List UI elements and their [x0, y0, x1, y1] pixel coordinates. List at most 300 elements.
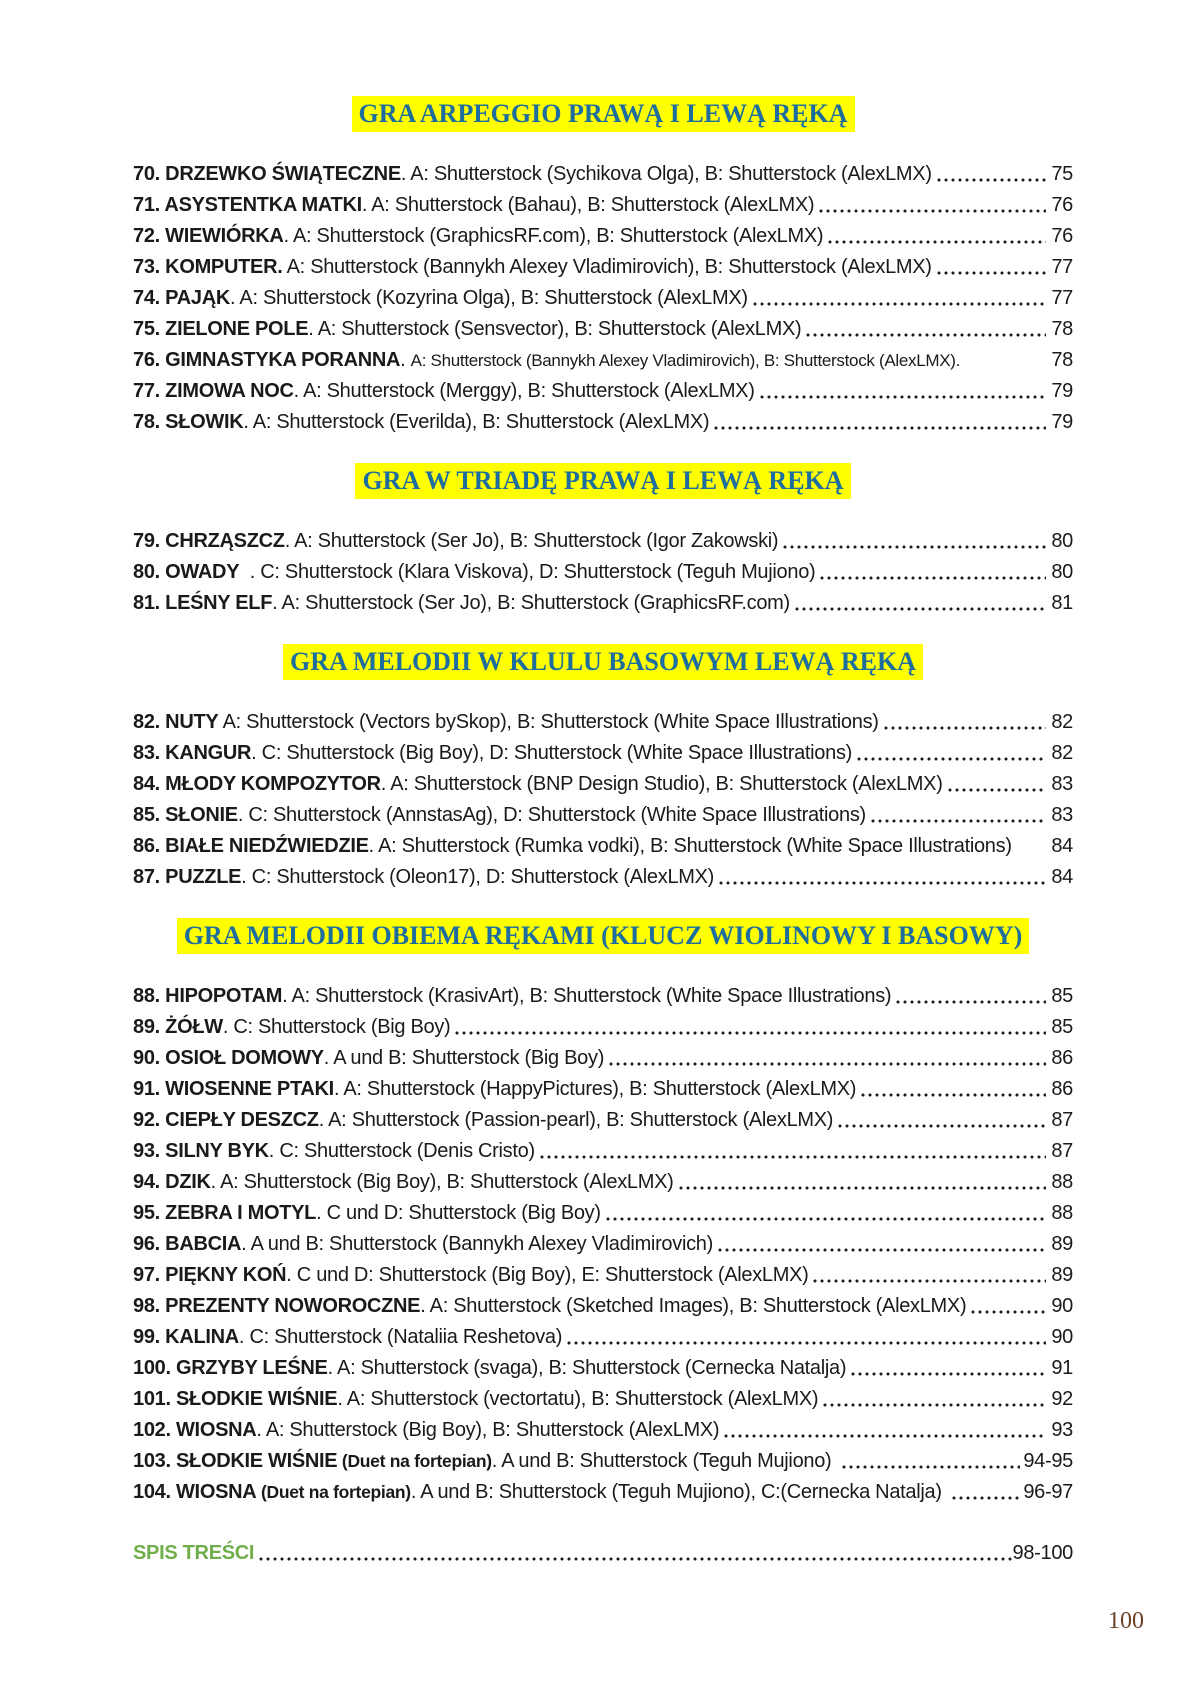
- entry-credits: A: Shutterstock (HappyPictures), B: Shutterstock (AlexLMX): [343, 1078, 857, 1100]
- entry-page-number: 82: [1051, 742, 1073, 764]
- entry-separator: .: [491, 1450, 502, 1472]
- section-title-highlight: GRA W TRIADĘ PRAWĄ I LEWĄ RĘKĄ: [355, 463, 850, 499]
- entry-text: [133, 1291, 966, 1322]
- entry-number: 73.: [133, 256, 166, 278]
- section-entries: [133, 526, 1073, 619]
- index-entry: [133, 1415, 1073, 1446]
- index-entry: [133, 314, 1073, 345]
- sections-container: [133, 96, 1073, 1508]
- index-entry: [133, 1477, 1073, 1508]
- entry-number: 74.: [133, 287, 166, 309]
- entry-separator: .: [239, 561, 261, 583]
- entry-page-number: 91: [1051, 1357, 1073, 1379]
- index-entry: [133, 1446, 1073, 1477]
- entry-text: [133, 1477, 947, 1508]
- index-entry: [133, 190, 1073, 221]
- index-entry: [133, 981, 1073, 1012]
- dot-leader: [759, 376, 1046, 407]
- entry-title: PREZENTY NOWOROCZNE: [165, 1295, 421, 1317]
- entry-text: [133, 1353, 846, 1384]
- entry-separator: .: [337, 1388, 347, 1410]
- entry-credits: A und B: Shutterstock (Teguh Mujiono), C:(Cernecka Natalja): [420, 1481, 947, 1503]
- entry-page-number: 83: [1051, 773, 1073, 795]
- entry-title: ZEBRA I MOTYL: [165, 1202, 317, 1224]
- index-entry: [133, 526, 1073, 557]
- toc-page-number: 98-100: [1012, 1542, 1073, 1564]
- entry-page-number: 85: [1051, 985, 1073, 1007]
- entry-text: [133, 221, 823, 252]
- section-title-highlight: GRA ARPEGGIO PRAWĄ I LEWĄ RĘKĄ: [352, 96, 855, 132]
- dot-leader: [856, 738, 1046, 769]
- index-entry: [133, 862, 1073, 893]
- dot-leader: [827, 221, 1046, 252]
- entry-text: [133, 1446, 837, 1477]
- entry-credits: C und D: Shutterstock (Big Boy): [326, 1202, 601, 1224]
- index-entry: [133, 707, 1073, 738]
- section-title-highlight: GRA MELODII W KLULU BASOWYM LEWĄ RĘKĄ: [283, 644, 923, 680]
- dot-leader: [870, 800, 1046, 831]
- entry-page-number: 77: [1051, 256, 1073, 278]
- entry-page-number: 86: [1051, 1047, 1073, 1069]
- entry-credits: A und B: Shutterstock (Big Boy): [333, 1047, 605, 1069]
- entry-page-number: 82: [1051, 711, 1073, 733]
- entry-separator: .: [318, 1109, 329, 1131]
- entry-title: DRZEWKO ŚWIĄTECZNE: [165, 163, 401, 185]
- entry-number: 75.: [133, 318, 166, 340]
- entry-text: [133, 1105, 833, 1136]
- dot-leader: [850, 1353, 1046, 1384]
- entry-separator: .: [241, 1233, 251, 1255]
- entry-text: [133, 1074, 856, 1105]
- entry-title: PUZZLE: [165, 866, 242, 888]
- entry-text: [133, 526, 778, 557]
- entry-page-number: 93: [1051, 1419, 1073, 1441]
- section: [133, 96, 1073, 438]
- entry-title: SILNY BYK: [165, 1140, 269, 1162]
- entry-number: 80.: [133, 561, 166, 583]
- entry-separator: .: [283, 225, 293, 247]
- entry-credits: A: Shutterstock (Vectors bySkop), B: Shutterstock (White Space Illustrations): [222, 711, 879, 733]
- entry-text: [133, 738, 852, 769]
- entry-number: 96.: [133, 1233, 166, 1255]
- entry-credits: A: Shutterstock (Sychikova Olga), B: Shutterstock (AlexLMX): [410, 163, 932, 185]
- entry-separator: .: [333, 1078, 344, 1100]
- entry-credits: C: Shutterstock (Denis Cristo): [279, 1140, 535, 1162]
- index-entry: [133, 1105, 1073, 1136]
- entry-separator: .: [323, 1047, 334, 1069]
- toc-label: SPIS TREŚCI: [133, 1542, 255, 1564]
- entry-separator: .: [380, 773, 391, 795]
- entry-separator: .: [241, 866, 252, 888]
- index-entry: [133, 252, 1073, 283]
- entry-separator: .: [308, 318, 318, 340]
- entry-credits: A: Shutterstock (KrasivArt), B: Shutterstock (White Space Illustrations): [291, 985, 892, 1007]
- entry-text: [133, 252, 932, 283]
- entry-title: SŁONIE: [165, 804, 238, 826]
- entry-title: MŁODY KOMPOZYTOR: [165, 773, 381, 795]
- entry-page-number: 77: [1051, 287, 1073, 309]
- entry-title: BIAŁE NIEDŹWIEDZIE: [165, 835, 369, 857]
- entry-text: [133, 1415, 719, 1446]
- entry-credits: A und B: Shutterstock (Teguh Mujiono): [501, 1450, 837, 1472]
- entry-title: WIEWIÓRKA: [165, 225, 284, 247]
- section-title-highlight: GRA MELODII OBIEMA RĘKAMI (KLUCZ WIOLINOWY I BASOWY): [177, 918, 1030, 954]
- dot-leader: [605, 1198, 1046, 1229]
- toc-row: [133, 1538, 1073, 1569]
- section-entries: [133, 159, 1073, 438]
- entry-credits: A: Shutterstock (GraphicsRF.com), B: Shutterstock (AlexLMX): [293, 225, 824, 247]
- entry-text: [133, 159, 932, 190]
- entry-number: 70.: [133, 163, 166, 185]
- dot-leader: [794, 588, 1046, 619]
- section-title: [133, 96, 1073, 132]
- entry-text: [133, 376, 755, 407]
- entry-separator: .: [293, 380, 304, 402]
- dot-leader: [841, 1446, 1021, 1477]
- dot-leader: [936, 252, 1046, 283]
- entry-page-number: 88: [1051, 1202, 1073, 1224]
- entry-page-number: 87: [1051, 1140, 1073, 1162]
- section-title: [133, 463, 1073, 499]
- entry-title: LEŚNY ELF: [165, 592, 273, 614]
- entry-separator: .: [400, 349, 411, 371]
- entry-separator: .: [286, 1264, 297, 1286]
- entry-number: 72.: [133, 225, 166, 247]
- dot-leader: [805, 314, 1046, 345]
- index-entry: [133, 1167, 1073, 1198]
- dot-leader: [782, 526, 1046, 557]
- dot-leader: [1012, 831, 1049, 862]
- entry-page-number: 87: [1051, 1109, 1073, 1131]
- entry-separator: .: [251, 742, 262, 764]
- index-entry: [133, 1012, 1073, 1043]
- entry-number: 104.: [133, 1481, 176, 1503]
- footer-page-number: 100: [1108, 1608, 1144, 1634]
- entry-number: 86.: [133, 835, 166, 857]
- index-entry: [133, 1074, 1073, 1105]
- entry-separator: .: [229, 287, 240, 309]
- entry-title: BABCIA: [165, 1233, 242, 1255]
- entry-page-number: 80: [1051, 561, 1073, 583]
- index-entry: [133, 159, 1073, 190]
- entry-text: [133, 707, 879, 738]
- dot-leader: [960, 345, 1049, 376]
- entry-number: 85.: [133, 804, 166, 826]
- index-entry: [133, 1291, 1073, 1322]
- section-title: [133, 918, 1073, 954]
- entry-page-number: 75: [1051, 163, 1073, 185]
- entry-number: 100.: [133, 1357, 176, 1379]
- entry-number: 82.: [133, 711, 166, 733]
- entry-title: ŻÓŁW: [165, 1016, 223, 1038]
- entry-title: SŁOWIK: [165, 411, 244, 433]
- entry-credits: C: Shutterstock (Big Boy), D: Shutterstock (White Space Illustrations): [261, 742, 853, 764]
- dot-leader: [895, 981, 1046, 1012]
- entry-text: [133, 588, 790, 619]
- dot-leader: [713, 407, 1046, 438]
- entry-credits: C: Shutterstock (AnnstasAg), D: Shutterstock (White Space Illustrations): [248, 804, 866, 826]
- entry-title-suffix: (Duet na fortepian): [256, 1482, 411, 1502]
- entry-text: [133, 1167, 674, 1198]
- entry-page-number: 96-97: [1023, 1481, 1073, 1503]
- entry-title: KALINA: [165, 1326, 239, 1348]
- entry-title: ASYSTENTKA MATKI: [164, 194, 362, 216]
- entry-number: 101.: [133, 1388, 176, 1410]
- index-entry: [133, 407, 1073, 438]
- entry-credits: A: Shutterstock (Sketched Images), B: Shutterstock (AlexLMX): [429, 1295, 967, 1317]
- entry-credits: A: Shutterstock (Sensvector), B: Shutterstock (AlexLMX): [317, 318, 802, 340]
- dot-leader: [860, 1074, 1046, 1105]
- index-entry: [133, 769, 1073, 800]
- entry-number: 87.: [133, 866, 166, 888]
- entry-credits: A: Shutterstock (Kozyrina Olga), B: Shutterstock (AlexLMX): [239, 287, 748, 309]
- entry-page-number: 84: [1051, 835, 1073, 857]
- entry-title: HIPOPOTAM: [165, 985, 283, 1007]
- entry-number: 77.: [133, 380, 166, 402]
- entry-number: 88.: [133, 985, 166, 1007]
- entry-page-number: 78: [1051, 318, 1073, 340]
- dot-leader: [970, 1291, 1046, 1322]
- entry-title: WIOSENNE PTAKI: [165, 1078, 334, 1100]
- entry-separator: .: [238, 1326, 250, 1348]
- index-entry: [133, 345, 1073, 376]
- entry-separator: .: [243, 411, 253, 433]
- entry-separator: .: [237, 804, 249, 826]
- entry-number: 78.: [133, 411, 166, 433]
- entry-number: 76.: [133, 349, 166, 371]
- section: [133, 644, 1073, 893]
- entry-text: [133, 314, 801, 345]
- entry-separator: .: [256, 1419, 266, 1441]
- index-entry: [133, 588, 1073, 619]
- entry-page-number: 90: [1051, 1295, 1073, 1317]
- entry-title: SŁODKIE WIŚNIE: [175, 1450, 338, 1472]
- entry-text: [133, 831, 1012, 862]
- entry-text: [133, 1043, 604, 1074]
- dot-leader: [752, 283, 1046, 314]
- index-entry: [133, 221, 1073, 252]
- index-entry: [133, 1229, 1073, 1260]
- entry-text: [133, 1322, 562, 1353]
- dot-leader: [678, 1167, 1046, 1198]
- entry-text: [133, 190, 814, 221]
- dot-leader: [883, 707, 1046, 738]
- entry-credits: A: Shutterstock (Merggy), B: Shutterstock (AlexLMX): [303, 380, 755, 402]
- entry-separator: .: [272, 592, 282, 614]
- dot-leader: [819, 557, 1046, 588]
- entry-credits: A: Shutterstock (Big Boy), B: Shutterstock (AlexLMX): [220, 1171, 674, 1193]
- entry-text: [133, 981, 891, 1012]
- entry-text: [133, 1198, 601, 1229]
- entry-title: WIOSNA: [175, 1419, 257, 1441]
- dot-leader: [822, 1384, 1046, 1415]
- section-entries: [133, 707, 1073, 893]
- entry-title: OSIOŁ DOMOWY: [165, 1047, 324, 1069]
- entry-page-number: 94-95: [1023, 1450, 1073, 1472]
- credits-index: [133, 96, 1073, 1569]
- entry-page-number: 76: [1051, 194, 1073, 216]
- section-title: [133, 644, 1073, 680]
- entry-title: KOMPUTER.: [165, 256, 283, 278]
- entry-text: [133, 1012, 450, 1043]
- index-entry: [133, 1136, 1073, 1167]
- entry-text: [133, 769, 943, 800]
- dot-leader: [812, 1260, 1046, 1291]
- entry-page-number: 79: [1051, 411, 1073, 433]
- entry-separator: .: [327, 1357, 338, 1379]
- entry-title: ZIMOWA NOC: [165, 380, 294, 402]
- entry-number: 99.: [133, 1326, 166, 1348]
- entry-page-number: 86: [1051, 1078, 1073, 1100]
- entry-page-number: 90: [1051, 1326, 1073, 1348]
- dot-leader: [717, 1229, 1046, 1260]
- entry-credits: A: Shutterstock (Rumka vodki), B: Shutterstock (White Space Illustrations): [378, 835, 1012, 857]
- entry-separator: .: [420, 1295, 430, 1317]
- entry-title-suffix: (Duet na fortepian): [337, 1451, 492, 1471]
- entry-separator: .: [361, 194, 372, 216]
- dot-leader: [947, 769, 1046, 800]
- entry-text: [133, 283, 748, 314]
- entry-credits: C: Shutterstock (Nataliia Reshetova): [249, 1326, 563, 1348]
- entry-text: [133, 407, 709, 438]
- entry-text: [133, 345, 960, 376]
- entry-number: 98.: [133, 1295, 166, 1317]
- index-entry: [133, 557, 1073, 588]
- entry-number: 90.: [133, 1047, 166, 1069]
- entry-credits: C: Shutterstock (Oleon17), D: Shutterstock (AlexLMX): [251, 866, 715, 888]
- dot-leader: [454, 1012, 1046, 1043]
- entry-credits: A und B: Shutterstock (Bannykh Alexey Vladimirovich): [250, 1233, 713, 1255]
- entry-credits: C und D: Shutterstock (Big Boy), E: Shutterstock (AlexLMX): [296, 1264, 809, 1286]
- entry-separator: .: [368, 835, 379, 857]
- index-entry: [133, 283, 1073, 314]
- dot-leader: [718, 862, 1046, 893]
- entry-credits: C: Shutterstock (Klara Viskova), D: Shutterstock (Teguh Mujiono): [260, 561, 816, 583]
- entry-title: NUTY: [165, 711, 219, 733]
- entry-title: WIOSNA: [175, 1481, 257, 1503]
- entry-number: 92.: [133, 1109, 166, 1131]
- dot-leader: [723, 1415, 1046, 1446]
- entry-title: CIEPŁY DESZCZ: [165, 1109, 319, 1131]
- entry-title: ZIELONE POLE: [165, 318, 309, 340]
- entry-page-number: 80: [1051, 530, 1073, 552]
- entry-credits: C: Shutterstock (Big Boy): [233, 1016, 451, 1038]
- entry-title: CHRZĄSZCZ: [165, 530, 285, 552]
- entry-separator: .: [282, 985, 292, 1007]
- index-entry: [133, 1384, 1073, 1415]
- entry-number: 91.: [133, 1078, 166, 1100]
- dot-leader: [566, 1322, 1046, 1353]
- entry-number: 84.: [133, 773, 166, 795]
- section-entries: [133, 981, 1073, 1508]
- entry-separator: .: [316, 1202, 327, 1224]
- entry-page-number: 81: [1051, 592, 1073, 614]
- index-entry: [133, 376, 1073, 407]
- index-entry: [133, 1043, 1073, 1074]
- index-entry: [133, 738, 1073, 769]
- entry-number: 102.: [133, 1419, 176, 1441]
- entry-text: [133, 862, 714, 893]
- entry-credits: A: Shutterstock (Everilda), B: Shutterstock (AlexLMX): [252, 411, 710, 433]
- entry-text: [133, 1260, 808, 1291]
- index-entry: [133, 800, 1073, 831]
- entry-number: 89.: [133, 1016, 166, 1038]
- entry-title: OWADY: [165, 561, 240, 583]
- entry-number: 81.: [133, 592, 166, 614]
- entry-separator: .: [284, 530, 295, 552]
- entry-credits: A: Shutterstock (vectortatu), B: Shutterstock (AlexLMX): [346, 1388, 819, 1410]
- entry-title: PIĘKNY KOŃ: [165, 1264, 287, 1286]
- entry-page-number: 92: [1051, 1388, 1073, 1410]
- entry-credits: A: Shutterstock (Passion-pearl), B: Shutterstock (AlexLMX): [328, 1109, 834, 1131]
- entry-text: [133, 1384, 818, 1415]
- index-entry: [133, 1322, 1073, 1353]
- entry-separator: .: [268, 1140, 280, 1162]
- dot-leader: [608, 1043, 1046, 1074]
- entry-page-number: 83: [1051, 804, 1073, 826]
- entry-number: 71.: [133, 194, 165, 216]
- entry-number: 93.: [133, 1140, 166, 1162]
- index-entry: [133, 831, 1073, 862]
- dot-leader: [818, 190, 1046, 221]
- entry-credits: A: Shutterstock (Big Boy), B: Shutterstock (AlexLMX): [265, 1419, 720, 1441]
- entry-credits: A: Shutterstock (Ser Jo), B: Shutterstock (Igor Zakowski): [294, 530, 779, 552]
- entry-separator: .: [400, 163, 411, 185]
- entry-page-number: 84: [1051, 866, 1073, 888]
- entry-title: SŁODKIE WIŚNIE: [175, 1388, 338, 1410]
- index-entry: [133, 1353, 1073, 1384]
- entry-number: 94.: [133, 1171, 166, 1193]
- entry-number: 83.: [133, 742, 166, 764]
- entry-page-number: 89: [1051, 1233, 1073, 1255]
- entry-page-number: 78: [1051, 349, 1073, 371]
- entry-text: [133, 557, 815, 588]
- entry-credits: A: Shutterstock (svaga), B: Shutterstock (Cernecka Natalja): [337, 1357, 847, 1379]
- entry-title: GIMNASTYKA PORANNA: [165, 349, 401, 371]
- dot-leader: [258, 1538, 1012, 1569]
- entry-credits: A: Shutterstock (Bahau), B: Shutterstock (AlexLMX): [371, 194, 815, 216]
- entry-credits: A: Shutterstock (Bannykh Alexey Vladimirovich), B: Shutterstock (AlexLMX): [286, 256, 932, 278]
- entry-text: [133, 800, 866, 831]
- entry-page-number: 76: [1051, 225, 1073, 247]
- entry-page-number: 88: [1051, 1171, 1073, 1193]
- entry-separator: .: [410, 1481, 421, 1503]
- entry-title: GRZYBY LEŚNE: [175, 1357, 328, 1379]
- entry-number: 97.: [133, 1264, 166, 1286]
- entry-credits: A: Shutterstock (Bannykh Alexey Vladimirovich), B: Shutterstock (AlexLMX).: [410, 351, 961, 370]
- dot-leader: [539, 1136, 1046, 1167]
- entry-separator: .: [222, 1016, 234, 1038]
- entry-text: [133, 1229, 713, 1260]
- entry-page-number: 79: [1051, 380, 1073, 402]
- entry-number: 79.: [133, 530, 166, 552]
- section: [133, 918, 1073, 1508]
- index-entry: [133, 1260, 1073, 1291]
- entry-credits: A: Shutterstock (BNP Design Studio), B: Shutterstock (AlexLMX): [390, 773, 943, 795]
- dot-leader: [837, 1105, 1046, 1136]
- entry-number: 103.: [133, 1450, 176, 1472]
- entry-credits: A: Shutterstock (Ser Jo), B: Shutterstock (GraphicsRF.com): [281, 592, 790, 614]
- entry-title: PAJĄK: [165, 287, 230, 309]
- entry-number: 95.: [133, 1202, 166, 1224]
- entry-page-number: 85: [1051, 1016, 1073, 1038]
- dot-leader: [936, 159, 1046, 190]
- entry-page-number: 89: [1051, 1264, 1073, 1286]
- entry-text: [133, 1136, 535, 1167]
- entry-separator: .: [210, 1171, 221, 1193]
- entry-title: DZIK: [165, 1171, 211, 1193]
- section: [133, 463, 1073, 619]
